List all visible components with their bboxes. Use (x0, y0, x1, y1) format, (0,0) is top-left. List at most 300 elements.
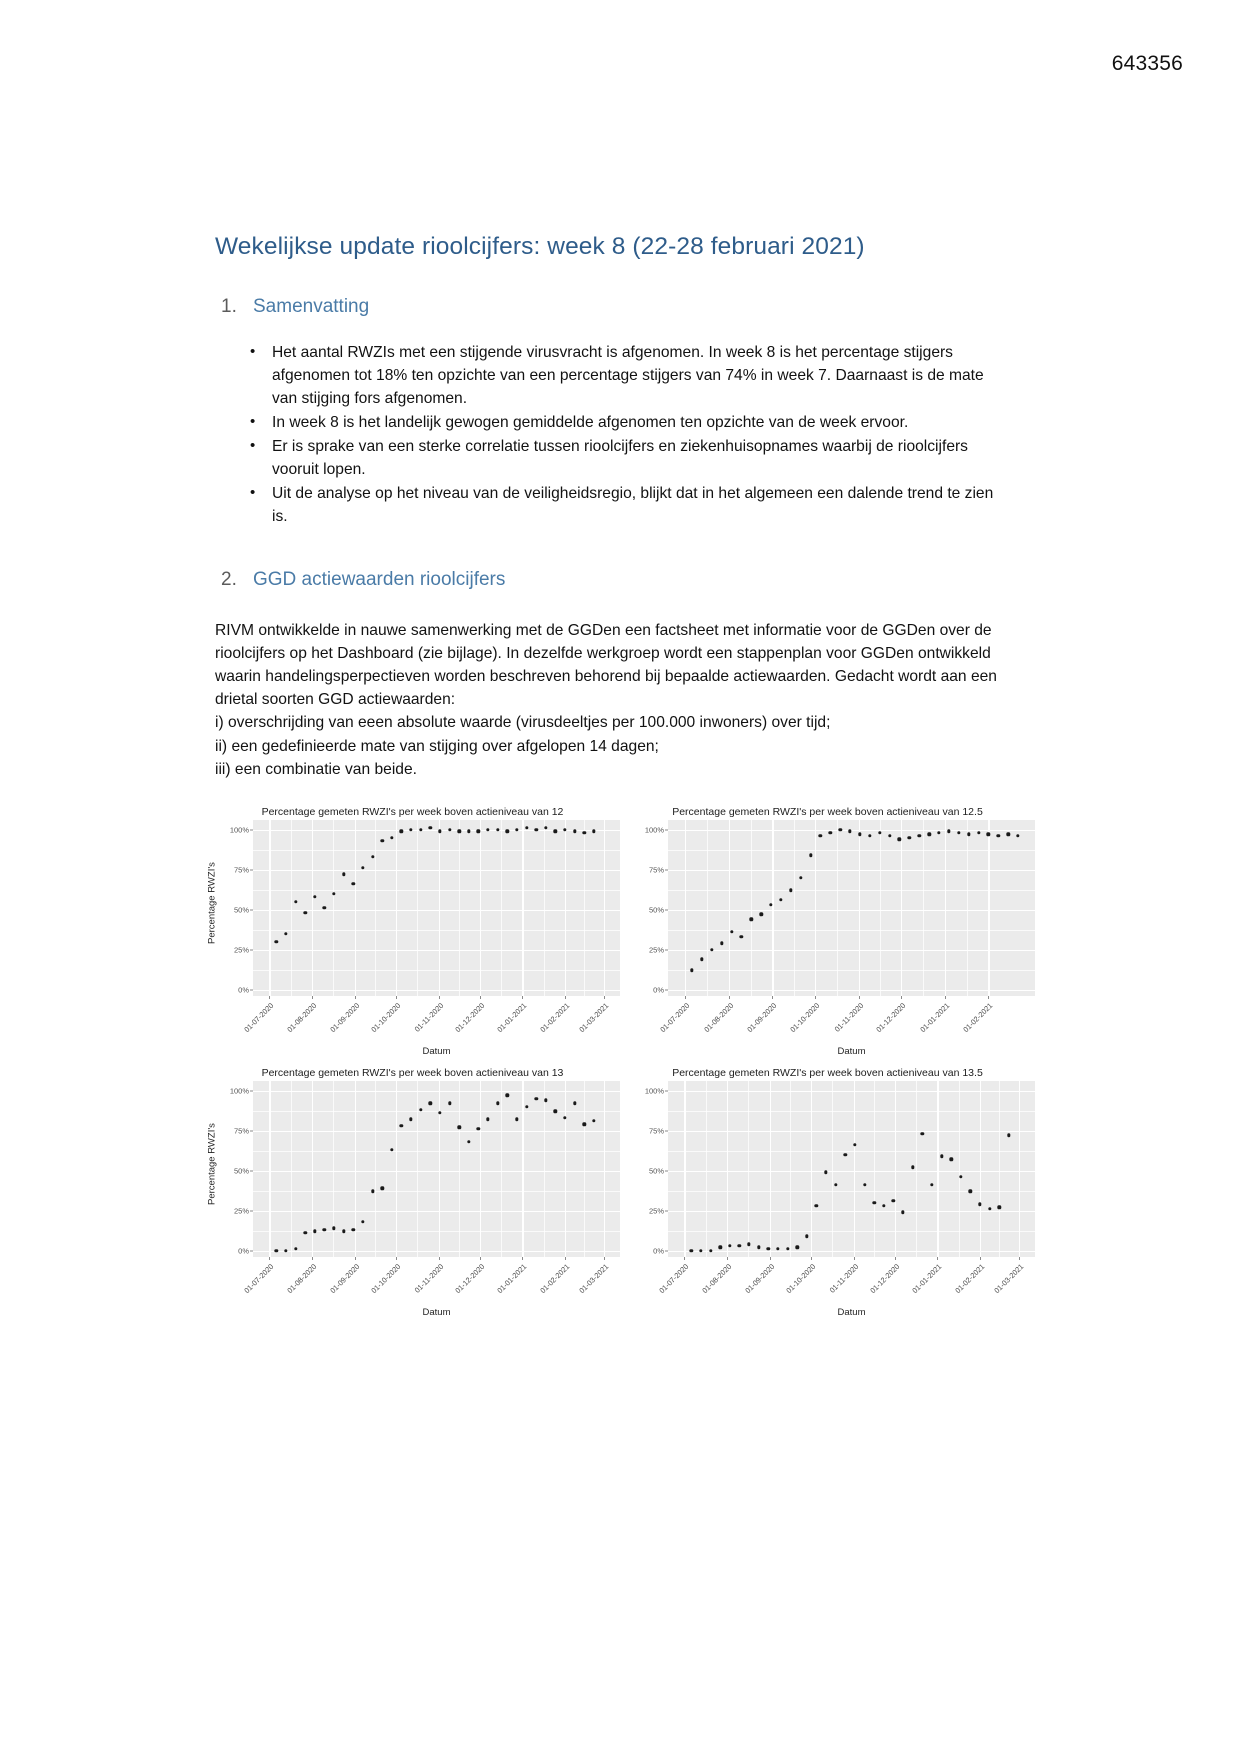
gridline-minor-vertical (584, 820, 585, 996)
x-tick-label: 01-01-2021 (495, 1001, 529, 1035)
x-tick-label: 01-01-2021 (910, 1262, 944, 1296)
data-point (371, 1190, 374, 1193)
gridline-minor-horizontal (668, 890, 1035, 891)
gridline-minor-vertical (375, 820, 376, 996)
chart-y-ticks (219, 820, 253, 996)
data-point (371, 855, 374, 858)
data-point (987, 833, 990, 836)
document-content (215, 232, 1015, 781)
gridline-major-vertical (312, 820, 313, 996)
data-point (834, 1183, 837, 1186)
x-tick-label: 01-10-2020 (788, 1001, 822, 1035)
x-tick-mark (937, 1257, 938, 1260)
x-tick-label: 01-12-2020 (453, 1001, 487, 1035)
list-item: • Het aantal RWZIs met een stijgende virusvracht is afgenomen. In week 8 is het percentage stijgers afgenomen tot 18% ten opzichte van een percentage stijgers van 74% in week 7. Daarnaast is de mate van stijging fors afgenomen. (272, 342, 1015, 411)
y-tick-label: 75% (648, 1126, 664, 1136)
data-point (940, 1154, 943, 1157)
y-tick-label: 25% (233, 1206, 249, 1216)
data-point (563, 1116, 566, 1119)
y-tick-label: 100% (644, 825, 664, 835)
x-tick-mark (355, 1257, 356, 1260)
x-tick-label: 01-11-2020 (827, 1262, 860, 1295)
data-point (779, 898, 782, 901)
data-point (544, 1098, 547, 1101)
x-tick-label: 01-02-2021 (538, 1001, 572, 1035)
x-tick-mark (815, 996, 816, 999)
x-tick-mark (604, 996, 605, 999)
gridline-major-vertical (854, 1081, 855, 1257)
gridline-minor-vertical (459, 1081, 460, 1257)
chart-plot-area (668, 1081, 1035, 1257)
x-tick-mark (312, 996, 313, 999)
gridline-minor-horizontal (668, 970, 1035, 971)
data-point (304, 1231, 307, 1234)
data-point (534, 828, 537, 831)
x-tick-label: 01-12-2020 (453, 1262, 487, 1296)
x-tick-label: 01-07-2020 (242, 1001, 276, 1035)
x-tick-mark (439, 1257, 440, 1260)
y-tick-label: 0% (653, 985, 664, 995)
gridline-major-vertical (522, 820, 523, 996)
data-point (573, 829, 576, 832)
y-tick-label: 25% (648, 1206, 664, 1216)
chart-y-ticks (219, 1081, 253, 1257)
data-point (927, 833, 930, 836)
x-tick-label: 01-10-2020 (369, 1001, 403, 1035)
data-point (901, 1210, 904, 1213)
data-point (294, 900, 297, 903)
data-point (448, 1102, 451, 1105)
gridline-minor-vertical (959, 1081, 960, 1257)
x-tick-label: 01-11-2020 (412, 1262, 445, 1295)
gridline-major-vertical (355, 820, 356, 996)
gridline-major-vertical (685, 820, 686, 996)
chart-title: Percentage gemeten RWZI's per week boven actieniveau van 13.5 (672, 1067, 983, 1079)
data-point (829, 831, 832, 834)
gridline-minor-vertical (916, 1081, 917, 1257)
gridline-major-horizontal (668, 830, 1035, 831)
gridline-minor-vertical (751, 820, 752, 996)
x-tick-label: 01-01-2021 (495, 1262, 529, 1296)
gridline-major-vertical (937, 1081, 938, 1257)
data-point (496, 1102, 499, 1105)
data-point (592, 1119, 595, 1122)
data-point (361, 1220, 364, 1223)
data-point (719, 1246, 722, 1249)
data-point (853, 1143, 856, 1146)
data-point (342, 1230, 345, 1233)
data-point (998, 1206, 1001, 1209)
data-point (949, 1158, 952, 1161)
x-tick-mark (522, 996, 523, 999)
data-point (515, 828, 518, 831)
data-point (959, 1175, 962, 1178)
data-point (332, 1226, 335, 1229)
data-point (583, 1122, 586, 1125)
data-point (284, 932, 287, 935)
gridline-major-vertical (770, 1081, 771, 1257)
x-tick-label: 01-09-2020 (327, 1001, 362, 1035)
list-item: • Er is sprake van een sterke correlatie tussen rioolcijfers en ziekenhuisopnames waarbij de rioolcijfers vooruit lopen. (272, 436, 1015, 482)
x-tick-mark (565, 996, 566, 999)
gridline-major-vertical (811, 1081, 812, 1257)
data-point (978, 1202, 981, 1205)
x-tick-label: 01-02-2021 (953, 1262, 987, 1296)
data-point (805, 1234, 808, 1237)
data-point (313, 895, 316, 898)
roman-item-ii: ii) een gedefinieerde mate van stijging over afgelopen 14 dagen; (215, 737, 659, 755)
gridline-major-horizontal (668, 990, 1035, 991)
data-point (872, 1201, 875, 1204)
gridline-major-vertical (1019, 1081, 1020, 1257)
x-tick-mark (480, 996, 481, 999)
data-point (429, 1102, 432, 1105)
y-tick-label: 100% (229, 825, 249, 835)
chart-actieniveau-13 (205, 1067, 620, 1318)
chart-x-ticks (242, 996, 620, 1050)
gridline-major-vertical (772, 820, 773, 996)
x-tick-mark (729, 996, 730, 999)
data-point (839, 828, 842, 831)
x-tick-label: 01-10-2020 (784, 1262, 818, 1296)
data-point (882, 1204, 885, 1207)
x-tick-mark (565, 1257, 566, 1260)
data-point (525, 1105, 528, 1108)
y-tick-label: 25% (648, 945, 664, 955)
chart-y-axis-label: Percentage RWZI's (206, 862, 218, 944)
data-point (275, 940, 278, 943)
section-title-2: GGD actiewaarden rioolcijfers (253, 569, 506, 591)
gridline-minor-vertical (544, 820, 545, 996)
gridline-minor-vertical (544, 1081, 545, 1257)
data-point (969, 1190, 972, 1193)
chart-actieniveau-13-5 (620, 1067, 1035, 1318)
y-tick-label: 25% (233, 945, 249, 955)
x-tick-mark (945, 996, 946, 999)
x-tick-label: 01-03-2021 (576, 1001, 610, 1035)
data-point (467, 1140, 470, 1143)
gridline-minor-vertical (707, 820, 708, 996)
gridline-major-horizontal (668, 910, 1035, 911)
data-point (1006, 833, 1009, 836)
data-point (304, 911, 307, 914)
chart-y-ticks (634, 1081, 668, 1257)
x-tick-mark (901, 996, 902, 999)
gridline-minor-vertical (832, 1081, 833, 1257)
section-2-paragraph: RIVM ontwikkelde in nauwe samenwerking met de GGDen een factsheet met informatie voor de GGDen over de rioolcijfers op het Dashboard (zie bijlage). In dezelfde werkgroep wordt een stappenplan voor GGDen ontwikkeld waarin handelingsperpectieven worden beschreven behorend bij bepaalde actiewaarden. Gedacht wordt aan een drietal soorten GGD actiewaarden: (215, 622, 997, 709)
x-tick-label: 01-11-2020 (832, 1001, 865, 1034)
x-tick-mark (684, 1257, 685, 1260)
charts-row-bottom (205, 1067, 1035, 1328)
gridline-major-vertical (396, 1081, 397, 1257)
data-point (313, 1230, 316, 1233)
data-point (868, 834, 871, 837)
data-point (728, 1244, 731, 1247)
data-point (848, 829, 851, 832)
y-tick-label: 75% (233, 865, 249, 875)
y-tick-label: 50% (648, 1166, 664, 1176)
gridline-minor-vertical (874, 1081, 875, 1257)
x-tick-mark (727, 1257, 728, 1260)
x-tick-mark (859, 996, 860, 999)
chart-y-axis-label (620, 1081, 634, 1257)
x-tick-mark (269, 996, 270, 999)
data-point (937, 831, 940, 834)
x-tick-mark (604, 1257, 605, 1260)
data-point (409, 1118, 412, 1121)
data-point (799, 876, 802, 879)
x-tick-label: 01-02-2021 (961, 1001, 995, 1035)
x-tick-label: 01-01-2021 (917, 1001, 952, 1035)
gridline-minor-vertical (923, 820, 924, 996)
chart-x-axis-label: Datum (837, 1046, 866, 1057)
gridline-minor-vertical (501, 820, 502, 996)
gridline-major-vertical (604, 1081, 605, 1257)
data-point (496, 828, 499, 831)
data-point (690, 1249, 693, 1252)
gridline-minor-vertical (333, 1081, 334, 1257)
chart-x-ticks (242, 1257, 620, 1311)
data-point (506, 1094, 509, 1097)
x-tick-mark (980, 1257, 981, 1260)
gridline-major-vertical (269, 1081, 270, 1257)
data-point (448, 828, 451, 831)
x-tick-mark (988, 996, 989, 999)
x-tick-label: 01-12-2020 (874, 1001, 908, 1035)
gridline-minor-vertical (999, 1081, 1000, 1257)
data-point (858, 833, 861, 836)
data-point (757, 1246, 760, 1249)
data-point (1016, 834, 1019, 837)
list-item: • Uit de analyse op het niveau van de veiligheidsregio, blijkt dat in het algemeen een dalende trend te zien is. (272, 483, 1015, 529)
charts-row-top (205, 806, 1035, 1067)
data-point (592, 829, 595, 832)
gridline-major-vertical (439, 820, 440, 996)
data-point (700, 957, 703, 960)
data-point (977, 831, 980, 834)
x-tick-label: 01-08-2020 (700, 1262, 734, 1296)
data-point (275, 1249, 278, 1252)
gridline-minor-vertical (837, 820, 838, 996)
gridline-major-vertical (439, 1081, 440, 1257)
chart-y-ticks (634, 820, 668, 996)
data-point (947, 829, 950, 832)
chart-actieniveau-12-5 (620, 806, 1035, 1057)
y-tick-label: 50% (233, 905, 249, 915)
data-point (710, 948, 713, 951)
x-tick-mark (355, 996, 356, 999)
y-tick-label: 100% (644, 1086, 664, 1096)
gridline-minor-vertical (584, 1081, 585, 1257)
gridline-minor-horizontal (668, 930, 1035, 931)
data-point (747, 1242, 750, 1245)
chart-x-ticks (657, 1257, 1035, 1311)
data-point (486, 828, 489, 831)
x-tick-label: 01-09-2020 (742, 1262, 777, 1296)
section-heading-samenvatting (215, 295, 1015, 320)
gridline-major-vertical (396, 820, 397, 996)
x-tick-mark (439, 996, 440, 999)
data-point (515, 1118, 518, 1121)
data-point (342, 873, 345, 876)
data-point (815, 1204, 818, 1207)
data-point (997, 834, 1000, 837)
chart-y-axis-label (620, 820, 634, 996)
gridline-major-vertical (729, 820, 730, 996)
chart-x-axis-label: Datum (837, 1307, 866, 1318)
gridline-minor-horizontal (668, 850, 1035, 851)
data-point (709, 1249, 712, 1252)
x-tick-mark (811, 1257, 812, 1260)
data-point (332, 892, 335, 895)
x-tick-label: 01-08-2020 (701, 1001, 736, 1035)
x-tick-label: 01-08-2020 (285, 1001, 319, 1035)
data-point (563, 828, 566, 831)
gridline-major-vertical (480, 820, 481, 996)
data-point (583, 831, 586, 834)
data-point (457, 1126, 460, 1129)
data-point (844, 1153, 847, 1156)
data-point (699, 1249, 702, 1252)
gridline-major-vertical (355, 1081, 356, 1257)
gridline-minor-vertical (459, 820, 460, 996)
data-point (918, 834, 921, 837)
chart-plot-area (253, 820, 620, 996)
x-tick-label: 01-11-2020 (412, 1001, 445, 1034)
data-point (409, 828, 412, 831)
gridline-minor-vertical (291, 1081, 292, 1257)
chart-plot-area (668, 820, 1035, 996)
section-heading-ggd-actiewaarden (215, 568, 1015, 593)
data-point (908, 836, 911, 839)
data-point (438, 829, 441, 832)
gridline-major-vertical (945, 820, 946, 996)
gridline-major-vertical (565, 820, 566, 996)
y-tick-label: 75% (648, 865, 664, 875)
x-tick-label: 01-12-2020 (868, 1262, 902, 1296)
x-tick-label: 01-07-2020 (658, 1001, 692, 1035)
x-tick-mark (854, 1257, 855, 1260)
page-title: Wekelijkse update rioolcijfers: week 8 (22-28 februari 2021) (215, 233, 865, 260)
x-tick-mark (269, 1257, 270, 1260)
gridline-major-vertical (684, 1081, 685, 1257)
x-tick-label: 01-02-2021 (538, 1262, 572, 1296)
chart-actieniveau-12 (205, 806, 620, 1057)
x-tick-label: 01-07-2020 (242, 1262, 276, 1296)
data-point (690, 969, 693, 972)
roman-item-iii: iii) een combinatie van beide. (215, 760, 417, 778)
data-point (720, 941, 723, 944)
gridline-major-vertical (727, 1081, 728, 1257)
section-number-2: 2. (221, 569, 237, 591)
gridline-major-vertical (895, 1081, 896, 1257)
data-point (759, 913, 762, 916)
data-point (789, 889, 792, 892)
gridline-minor-vertical (748, 1081, 749, 1257)
data-point (967, 833, 970, 836)
data-point (888, 834, 891, 837)
data-point (796, 1246, 799, 1249)
gridline-minor-vertical (291, 820, 292, 996)
data-point (467, 829, 470, 832)
x-tick-label: 01-08-2020 (285, 1262, 319, 1296)
x-tick-label: 01-09-2020 (745, 1001, 779, 1035)
data-point (506, 829, 509, 832)
data-point (809, 853, 812, 856)
gridline-major-vertical (565, 1081, 566, 1257)
data-point (284, 1249, 287, 1252)
gridline-major-vertical (980, 1081, 981, 1257)
y-tick-label: 0% (653, 1246, 664, 1256)
charts-figure-group (205, 806, 1035, 1328)
x-tick-mark (1019, 1257, 1020, 1260)
data-point (381, 1186, 384, 1189)
x-tick-label: 01-03-2021 (991, 1262, 1025, 1296)
y-tick-label: 50% (233, 1166, 249, 1176)
list-item: • In week 8 is het landelijk gewogen gemiddelde afgenomen ten opzichte van de week ervoor. (272, 412, 1015, 435)
summary-bullet-list (215, 342, 1015, 528)
y-tick-label: 75% (233, 1126, 249, 1136)
gridline-major-vertical (269, 820, 270, 996)
x-tick-mark (685, 996, 686, 999)
x-tick-mark (396, 1257, 397, 1260)
gridline-major-vertical (988, 820, 989, 996)
gridline-major-vertical (522, 1081, 523, 1257)
gridline-major-horizontal (668, 870, 1035, 871)
gridline-minor-vertical (967, 820, 968, 996)
data-point (738, 1244, 741, 1247)
data-point (1007, 1134, 1010, 1137)
chart-title: Percentage gemeten RWZI's per week boven actieniveau van 12 (261, 806, 564, 818)
data-point (930, 1183, 933, 1186)
x-tick-label: 01-09-2020 (327, 1262, 362, 1296)
gridline-minor-vertical (375, 1081, 376, 1257)
x-tick-label: 01-10-2020 (369, 1262, 403, 1296)
x-tick-mark (895, 1257, 896, 1260)
data-point (438, 1111, 441, 1114)
gridline-major-horizontal (668, 950, 1035, 951)
x-tick-mark (396, 996, 397, 999)
data-point (419, 828, 422, 831)
x-tick-label: 01-07-2020 (657, 1262, 691, 1296)
chart-title: Percentage gemeten RWZI's per week boven actieniveau van 13 (261, 1067, 564, 1079)
gridline-minor-vertical (880, 820, 881, 996)
gridline-minor-vertical (417, 820, 418, 996)
data-point (554, 829, 557, 832)
y-tick-label: 0% (238, 1246, 249, 1256)
data-point (486, 1118, 489, 1121)
gridline-minor-vertical (333, 820, 334, 996)
data-point (554, 1110, 557, 1113)
data-point (381, 839, 384, 842)
data-point (730, 930, 733, 933)
chart-x-axis-label: Datum (422, 1307, 451, 1318)
gridline-major-vertical (859, 820, 860, 996)
gridline-minor-vertical (501, 1081, 502, 1257)
gridline-major-vertical (815, 820, 816, 996)
data-point (457, 829, 460, 832)
x-tick-mark (772, 996, 773, 999)
data-point (534, 1097, 537, 1100)
data-point (819, 834, 822, 837)
gridline-minor-vertical (790, 1081, 791, 1257)
gridline-minor-vertical (706, 1081, 707, 1257)
data-point (573, 1102, 576, 1105)
x-tick-mark (522, 1257, 523, 1260)
gridline-minor-vertical (417, 1081, 418, 1257)
data-point (921, 1132, 924, 1135)
chart-y-axis-label: Percentage RWZI's (206, 1123, 218, 1205)
